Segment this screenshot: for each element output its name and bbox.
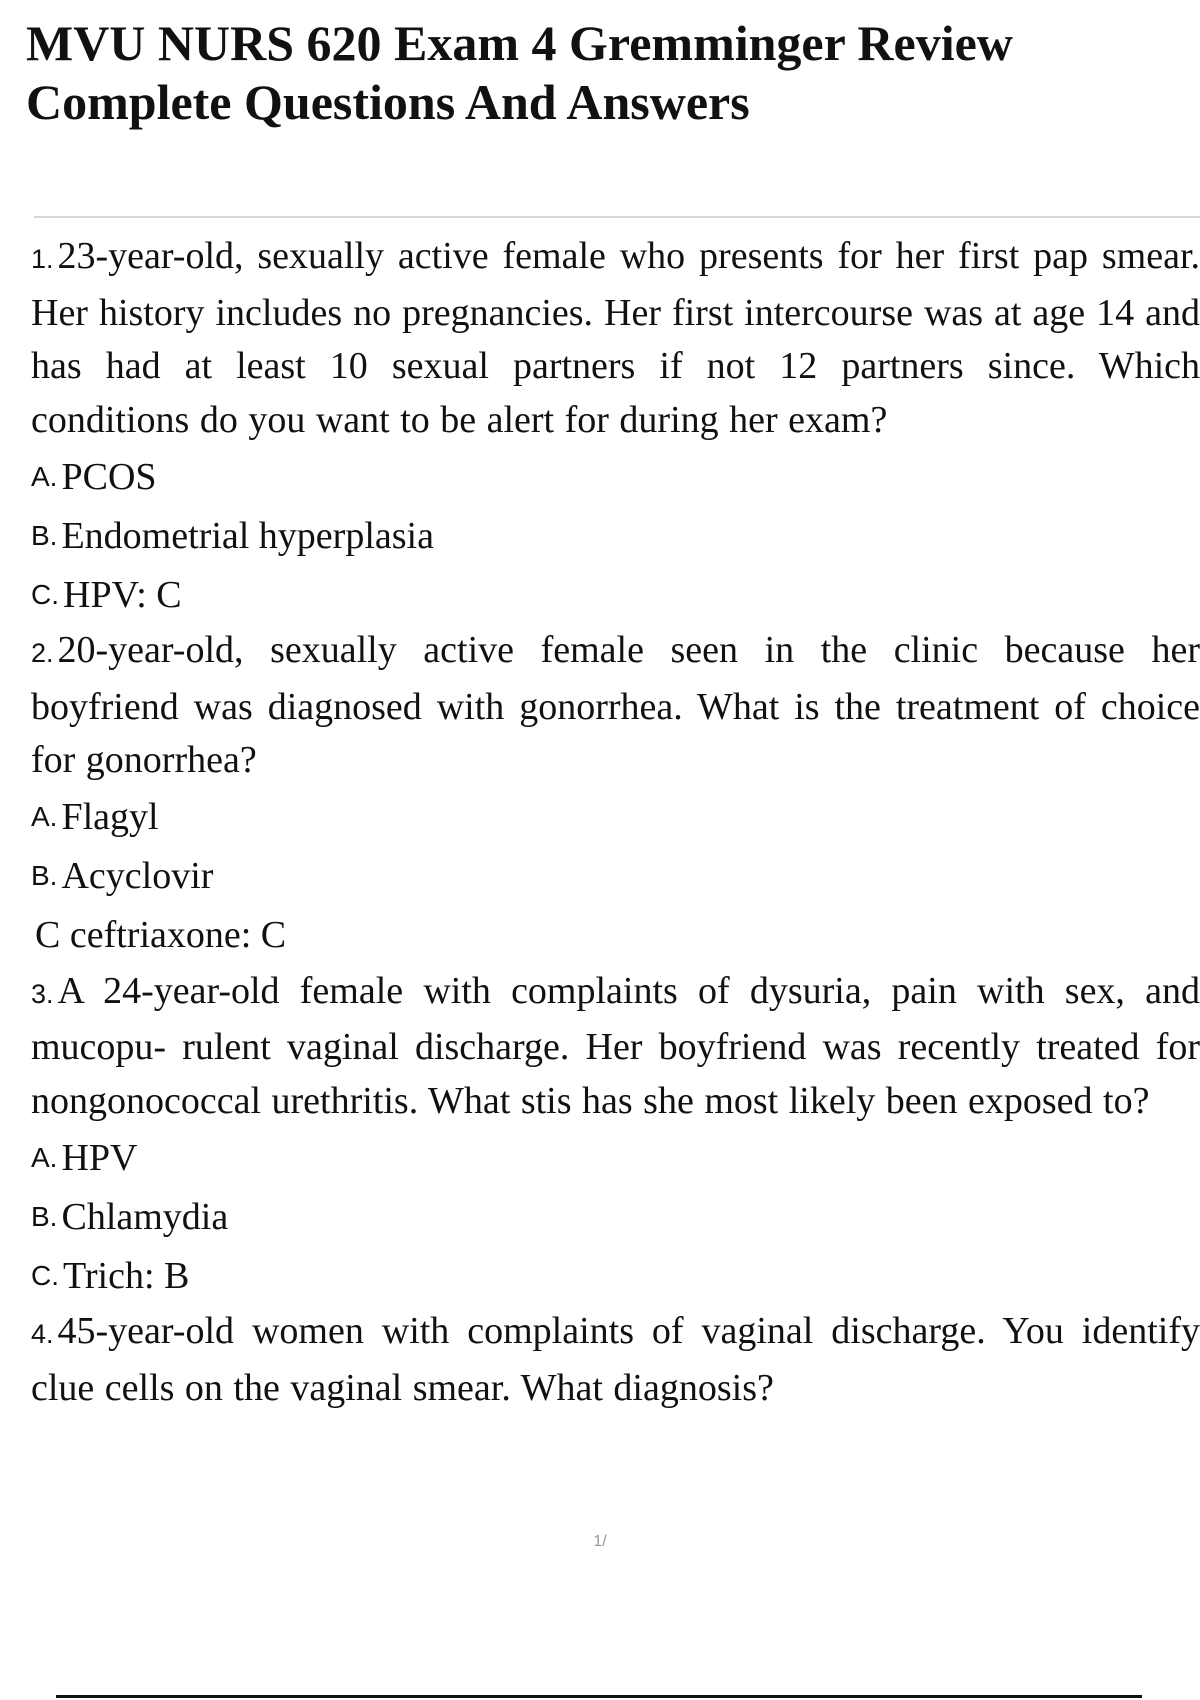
question-1 (31, 230, 1200, 624)
question-3 (31, 965, 1200, 1306)
question-body: 23-year-old, sexually active female who presents for her first pap smear. Her history includes no pregnancies. Her first intercourse was at age 14 and has had at least 10 sexual partners if not 12 partners since. Which conditions do you want to be alert for during her exam? (31, 235, 1200, 441)
answer-option-a (31, 788, 1200, 847)
answer-option-b (31, 506, 1200, 565)
option-letter: A. (31, 801, 58, 832)
question-number: 2. (31, 638, 54, 668)
question-text (31, 230, 1200, 447)
option-text: Trich: B (63, 1254, 190, 1297)
option-text: Endometrial hyperplasia (61, 514, 434, 557)
answer-option-a (31, 447, 1200, 506)
answer-option-c (31, 1246, 1200, 1305)
option-letter: A. (31, 1141, 58, 1173)
option-letter: B. (31, 519, 58, 551)
question-text (31, 624, 1200, 788)
option-text: Flagyl (61, 796, 159, 838)
option-letter: B. (31, 860, 58, 891)
question-number: 4. (31, 1319, 54, 1349)
answer-option-c (31, 906, 1200, 965)
question-number: 1. (31, 244, 54, 274)
option-letter: C. (31, 578, 59, 610)
answer-option-b (31, 847, 1200, 906)
question-4 (31, 1305, 1200, 1415)
question-body: 20-year-old, sexually active female seen in the clinic because her boyfriend was diagnosed with gonorrhea. What is the treatment of choice for gonorrhea? (31, 629, 1200, 781)
page-number-marker: 1/ (593, 1533, 607, 1550)
option-text: Chlamydia (61, 1195, 229, 1238)
title-divider (34, 216, 1200, 218)
answer-option-b (31, 1187, 1200, 1246)
option-text: PCOS (61, 455, 157, 498)
option-letter: A. (31, 460, 58, 492)
question-number: 3. (31, 978, 54, 1009)
page-title (26, 14, 1176, 132)
title-line-1: MVU NURS 620 Exam 4 Gremminger Review (26, 15, 1013, 71)
question-body: 45-year-old women with complaints of vaginal discharge. You identify clue cells on the vaginal smear. What diagnosis? (31, 1310, 1200, 1409)
question-body: A 24-year-old female with complaints of dysuria, pain with sex, and mucopu- rulent vaginal discharge. Her boyfriend was recently treated for nongonococcal urethritis. What stis has she most likely been exposed to? (31, 969, 1200, 1122)
answer-option-a (31, 1128, 1200, 1187)
option-text: HPV: C (63, 573, 182, 616)
questions-list (31, 230, 1200, 1415)
option-text: Acyclovir (61, 855, 214, 897)
option-text: C ceftriaxone: C (35, 914, 287, 956)
option-text: HPV (61, 1136, 138, 1179)
footer-divider (56, 1695, 1142, 1698)
option-letter: C. (31, 1259, 59, 1291)
title-line-2: Complete Questions And Answers (26, 74, 750, 130)
answer-option-c (31, 565, 1200, 624)
question-text (31, 1305, 1200, 1415)
question-2 (31, 624, 1200, 965)
option-letter: B. (31, 1200, 58, 1232)
question-text (31, 965, 1200, 1129)
